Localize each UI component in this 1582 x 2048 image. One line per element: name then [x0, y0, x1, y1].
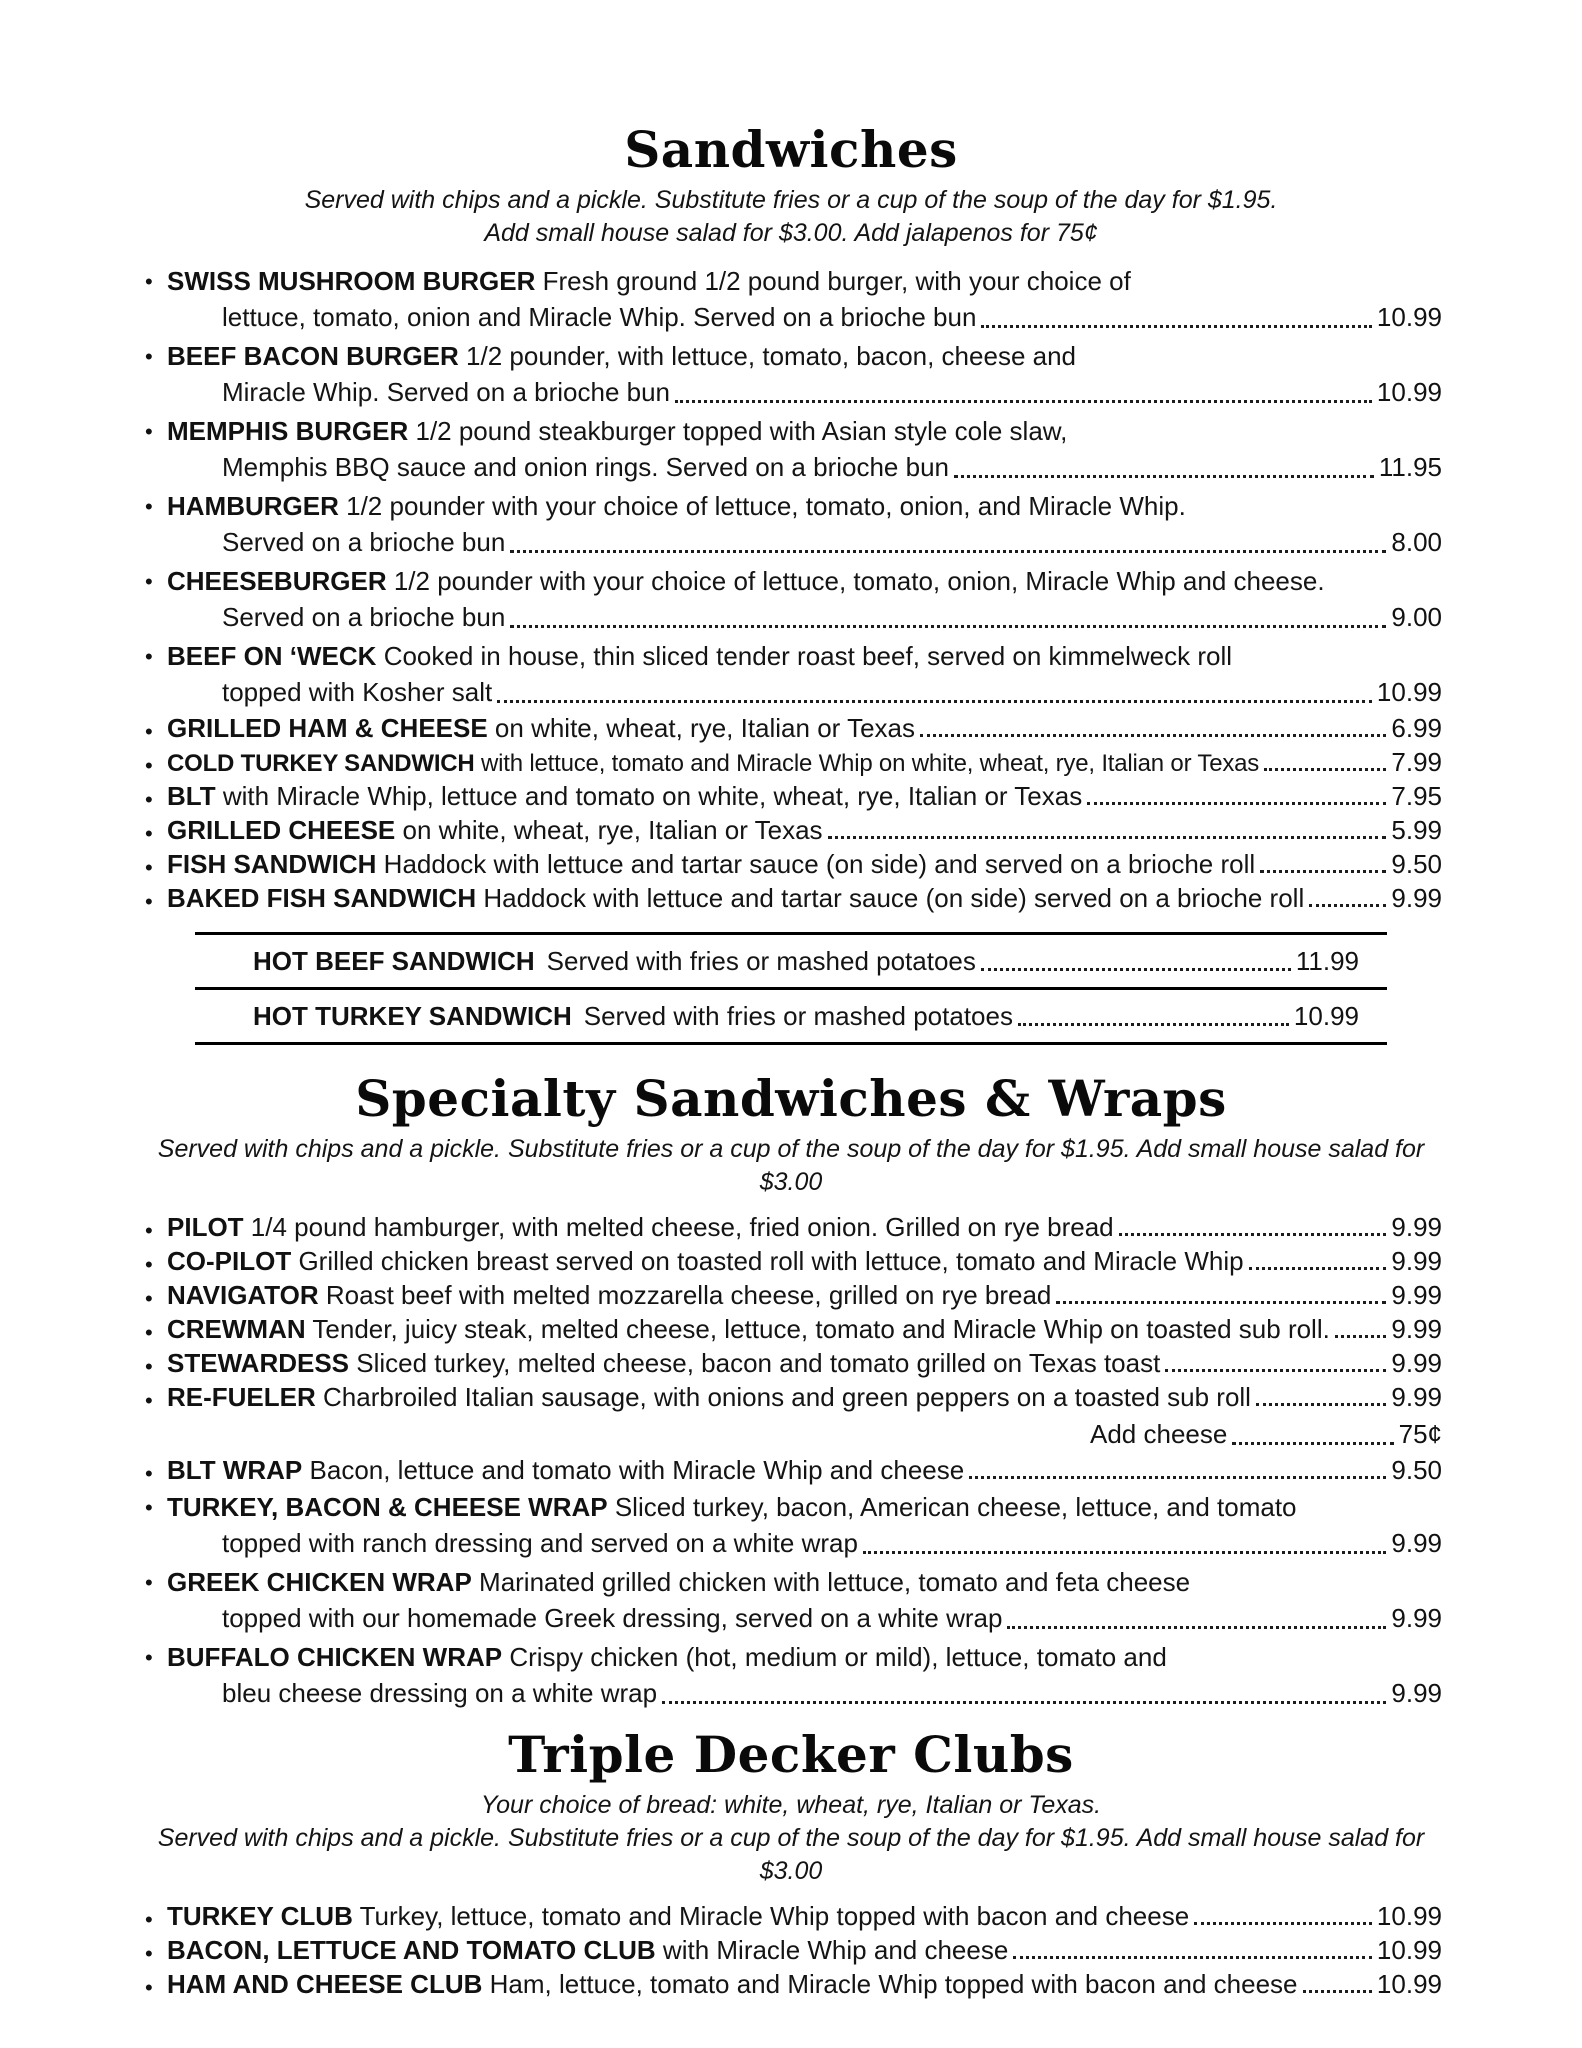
item-name: BUFFALO CHICKEN WRAP	[167, 1642, 503, 1672]
menu-item	[140, 1489, 1442, 1561]
menu-item	[140, 1935, 1442, 1966]
bullet-icon: •	[145, 1907, 153, 1932]
item-price: 9.99	[1391, 1528, 1442, 1558]
item-description-cont: topped with Kosher salt	[222, 677, 493, 707]
dot-leader	[920, 734, 1386, 737]
bullet-icon: •	[145, 719, 153, 744]
item-price: 10.99	[1376, 1935, 1442, 1965]
bullet-icon: •	[145, 569, 153, 594]
item-price: 9.00	[1391, 602, 1442, 632]
dot-leader	[969, 1476, 1386, 1479]
item-description-cont: lettuce, tomato, onion and Miracle Whip. Served on a brioche bun	[222, 302, 977, 332]
item-description-cont: topped with ranch dressing and served on a white wrap	[222, 1528, 858, 1558]
dot-leader	[1119, 1233, 1387, 1236]
item-description: on white, wheat, rye, Italian or Texas	[494, 713, 915, 743]
menu-page	[140, 0, 1442, 2000]
item-name: GREEK CHICKEN WRAP	[167, 1567, 472, 1597]
section-subtitle: Served with chips and a pickle. Substitute fries or a cup of the soup of the day for $1.95.	[304, 186, 1278, 214]
dot-leader	[1309, 904, 1386, 907]
item-description: 1/2 pounder, with lettuce, tomato, bacon, cheese and	[466, 341, 1077, 371]
addon-line	[1090, 1416, 1442, 1452]
bullet-icon: •	[145, 1941, 153, 1966]
item-description: Served with fries or mashed potatoes	[546, 946, 976, 976]
item-price: 10.99	[1376, 302, 1442, 332]
section-subtitle: Add small house salad for $3.00. Add jalapenos for 75¢	[484, 219, 1098, 247]
section-clubs	[140, 1727, 1442, 2000]
item-price: 9.50	[1391, 1455, 1442, 1485]
dot-leader	[510, 625, 1386, 628]
bullet-icon: •	[145, 889, 153, 914]
menu-item	[140, 1212, 1442, 1243]
item-name: GRILLED HAM & CHEESE	[167, 713, 488, 743]
item-name: HOT TURKEY SANDWICH	[253, 1001, 572, 1031]
menu-items-list	[140, 1212, 1442, 1711]
dot-leader	[981, 325, 1371, 328]
item-price: 9.99	[1391, 1603, 1442, 1633]
dot-leader	[1194, 1922, 1372, 1925]
menu-item	[140, 1280, 1442, 1311]
item-price: 9.99	[1391, 1314, 1442, 1344]
item-description: Charbroiled Italian sausage, with onions and green peppers on a toasted sub roll	[323, 1382, 1251, 1412]
dot-leader	[828, 836, 1387, 839]
item-description-cont: Miracle Whip. Served on a brioche bun	[222, 377, 671, 407]
addon-price: 75¢	[1398, 1419, 1442, 1449]
bullet-icon: •	[145, 1218, 153, 1243]
bullet-icon: •	[145, 494, 153, 519]
item-description: Fresh ground 1/2 pound burger, with your choice of	[542, 266, 1131, 296]
section-title-specialty: Specialty Sandwiches & Wraps	[355, 1069, 1227, 1128]
section-specialty	[140, 1071, 1442, 1711]
menu-item	[140, 883, 1442, 914]
bullet-icon: •	[145, 1495, 153, 1520]
menu-item	[140, 1382, 1442, 1413]
item-price: 9.99	[1391, 883, 1442, 913]
bullet-icon: •	[145, 1354, 153, 1379]
item-description: Tender, juicy steak, melted cheese, lettuce, tomato and Miracle Whip on toasted sub roll.	[312, 1314, 1330, 1344]
item-description: Cooked in house, thin sliced tender roast beef, served on kimmelweck roll	[383, 641, 1233, 671]
dot-leader	[662, 1701, 1386, 1704]
bullet-icon: •	[145, 787, 153, 812]
item-description: Haddock with lettuce and tartar sauce (on side) and served on a brioche roll	[383, 849, 1256, 879]
dot-leader	[1007, 1626, 1386, 1629]
dot-leader	[1232, 1442, 1393, 1445]
item-name: TURKEY, BACON & CHEESE WRAP	[167, 1492, 608, 1522]
item-price: 10.99	[1376, 1969, 1442, 1999]
menu-item	[140, 781, 1442, 812]
menu-item	[195, 935, 1387, 990]
item-name: MEMPHIS BURGER	[167, 416, 409, 446]
item-name: BAKED FISH SANDWICH	[167, 883, 477, 913]
section-title-sandwiches: Sandwiches	[624, 120, 958, 179]
item-price: 10.99	[1376, 1901, 1442, 1931]
addon-label: Add cheese	[1090, 1419, 1228, 1449]
item-description: with Miracle Whip, lettuce and tomato on white, wheat, rye, Italian or Texas	[222, 781, 1083, 811]
item-price: 9.99	[1391, 1280, 1442, 1310]
item-price: 11.95	[1378, 452, 1442, 482]
menu-item	[140, 1348, 1442, 1379]
item-description: with lettuce, tomato and Miracle Whip on white, wheat, rye, Italian or Texas	[481, 750, 1260, 777]
bullet-icon: •	[145, 269, 153, 294]
menu-item	[140, 815, 1442, 846]
item-name: COLD TURKEY SANDWICH	[167, 750, 475, 777]
item-description: with Miracle Whip and cheese	[662, 1935, 1009, 1965]
dot-leader	[1018, 1023, 1289, 1026]
menu-item	[140, 1455, 1442, 1486]
section-subtitle: Served with chips and a pickle. Substitute fries or a cup of the soup of the day for $1.95. Add small house salad for $3.00	[157, 1824, 1425, 1885]
menu-item	[140, 263, 1442, 335]
item-price: 7.95	[1391, 781, 1442, 811]
item-description-cont: Served on a brioche bun	[222, 527, 506, 557]
item-name: STEWARDESS	[167, 1348, 350, 1378]
dot-leader	[1335, 1335, 1387, 1338]
item-price: 10.99	[1376, 677, 1442, 707]
bullet-icon: •	[145, 855, 153, 880]
item-name: CREWMAN	[167, 1314, 306, 1344]
bullet-icon: •	[145, 1975, 153, 2000]
item-name: HAMBURGER	[167, 491, 339, 521]
item-price: 5.99	[1391, 815, 1442, 845]
item-price: 9.50	[1391, 849, 1442, 879]
bullet-icon: •	[145, 1570, 153, 1595]
item-name: HAM AND CHEESE CLUB	[167, 1969, 483, 1999]
menu-item	[140, 413, 1442, 485]
menu-items-list	[140, 1901, 1442, 2000]
item-description: Roast beef with melted mozzarella cheese, grilled on rye bread	[325, 1280, 1052, 1310]
item-description: Sliced turkey, melted cheese, bacon and tomato grilled on Texas toast	[356, 1348, 1161, 1378]
dot-leader	[954, 475, 1374, 478]
item-name: HOT BEEF SANDWICH	[253, 946, 535, 976]
item-price: 10.99	[1293, 1001, 1359, 1031]
item-name: BEEF ON ‘WECK	[167, 641, 377, 671]
section-subtitle: Served with chips and a pickle. Substitute fries or a cup of the soup of the day for $1.95. Add small house salad for $3.00	[157, 1135, 1425, 1196]
menu-item	[140, 1564, 1442, 1636]
item-price: 6.99	[1391, 713, 1442, 743]
item-description: 1/2 pounder with your choice of lettuce, tomato, onion, and Miracle Whip.	[346, 491, 1186, 521]
item-description: Haddock with lettuce and tartar sauce (on side) served on a brioche roll	[483, 883, 1305, 913]
item-description: Grilled chicken breast served on toasted roll with lettuce, tomato and Miracle Whip	[298, 1246, 1244, 1276]
menu-item	[140, 849, 1442, 880]
section-sandwiches	[140, 122, 1442, 1045]
dot-leader	[497, 700, 1372, 703]
bullet-icon: •	[145, 1645, 153, 1670]
bullet-icon: •	[145, 821, 153, 846]
dot-leader	[863, 1551, 1386, 1554]
bullet-icon: •	[145, 1286, 153, 1311]
dot-leader	[1056, 1301, 1386, 1304]
menu-item	[140, 713, 1442, 744]
item-description: Marinated grilled chicken with lettuce, tomato and feta cheese	[479, 1567, 1191, 1597]
item-price: 9.99	[1391, 1678, 1442, 1708]
item-name: FISH SANDWICH	[167, 849, 377, 879]
item-name: GRILLED CHEESE	[167, 815, 396, 845]
item-name: RE-FUELER	[167, 1382, 316, 1412]
item-description-cont: Served on a brioche bun	[222, 602, 506, 632]
item-name: BLT WRAP	[167, 1455, 303, 1485]
menu-item	[140, 1901, 1442, 1932]
dot-leader	[1087, 802, 1386, 805]
item-description: on white, wheat, rye, Italian or Texas	[402, 815, 823, 845]
item-description: Turkey, lettuce, tomato and Miracle Whip topped with bacon and cheese	[359, 1901, 1190, 1931]
item-description-cont: topped with our homemade Greek dressing, served on a white wrap	[222, 1603, 1003, 1633]
menu-item	[140, 747, 1442, 778]
item-price: 9.99	[1391, 1382, 1442, 1412]
item-name: SWISS MUSHROOM BURGER	[167, 266, 536, 296]
item-price: 9.99	[1391, 1246, 1442, 1276]
item-name: BLT	[167, 781, 216, 811]
section-subtitle: Your choice of bread: white, wheat, rye, Italian or Texas.	[480, 1791, 1102, 1819]
hot-sandwiches-box	[195, 932, 1387, 1045]
dot-leader	[510, 550, 1386, 553]
item-price: 9.99	[1391, 1212, 1442, 1242]
menu-item	[140, 1314, 1442, 1345]
item-description: Crispy chicken (hot, medium or mild), lettuce, tomato and	[509, 1642, 1167, 1672]
item-price: 11.99	[1295, 946, 1359, 976]
bullet-icon: •	[145, 344, 153, 369]
dot-leader	[1165, 1369, 1386, 1372]
dot-leader	[1249, 1267, 1387, 1270]
item-description: 1/2 pounder with your choice of lettuce, tomato, onion, Miracle Whip and cheese.	[393, 566, 1325, 596]
item-description: Bacon, lettuce and tomato with Miracle Whip and cheese	[309, 1455, 965, 1485]
item-description: Served with fries or mashed potatoes	[583, 1001, 1013, 1031]
menu-item	[195, 990, 1387, 1045]
menu-items-list	[140, 263, 1442, 914]
item-price: 9.99	[1391, 1348, 1442, 1378]
item-name: TURKEY CLUB	[167, 1901, 353, 1931]
bullet-icon: •	[145, 1388, 153, 1413]
dot-leader	[1260, 870, 1386, 873]
item-description: Ham, lettuce, tomato and Miracle Whip topped with bacon and cheese	[489, 1969, 1298, 1999]
item-description-cont: bleu cheese dressing on a white wrap	[222, 1678, 658, 1708]
item-name: PILOT	[167, 1212, 244, 1242]
menu-item	[140, 338, 1442, 410]
item-name: CHEESEBURGER	[167, 566, 387, 596]
item-description: 1/2 pound steakburger topped with Asian style cole slaw,	[415, 416, 1068, 446]
menu-item	[140, 1246, 1442, 1277]
item-price: 8.00	[1391, 527, 1442, 557]
menu-item	[140, 488, 1442, 560]
item-name: CO-PILOT	[167, 1246, 292, 1276]
item-name: BACON, LETTUCE AND TOMATO CLUB	[167, 1935, 656, 1965]
dot-leader	[1303, 1990, 1372, 1993]
dot-leader	[675, 400, 1372, 403]
bullet-icon: •	[145, 1461, 153, 1486]
item-description-cont: Memphis BBQ sauce and onion rings. Served on a brioche bun	[222, 452, 949, 482]
item-price: 7.99	[1391, 747, 1442, 777]
bullet-icon: •	[145, 644, 153, 669]
item-name: NAVIGATOR	[167, 1280, 319, 1310]
dot-leader	[1256, 1403, 1386, 1406]
bullet-icon: •	[145, 753, 153, 778]
bullet-icon: •	[145, 1252, 153, 1277]
item-price: 10.99	[1376, 377, 1442, 407]
bullet-icon: •	[145, 419, 153, 444]
dot-leader	[1264, 768, 1386, 771]
dot-leader	[981, 968, 1291, 971]
menu-item	[140, 1639, 1442, 1711]
item-description: 1/4 pound hamburger, with melted cheese, fried onion. Grilled on rye bread	[250, 1212, 1114, 1242]
menu-item	[140, 638, 1442, 710]
menu-item	[140, 563, 1442, 635]
dot-leader	[1013, 1956, 1372, 1959]
menu-item	[140, 1969, 1442, 2000]
section-title-clubs: Triple Decker Clubs	[508, 1725, 1074, 1784]
bullet-icon: •	[145, 1320, 153, 1345]
item-description: Sliced turkey, bacon, American cheese, lettuce, and tomato	[614, 1492, 1297, 1522]
item-name: BEEF BACON BURGER	[167, 341, 459, 371]
